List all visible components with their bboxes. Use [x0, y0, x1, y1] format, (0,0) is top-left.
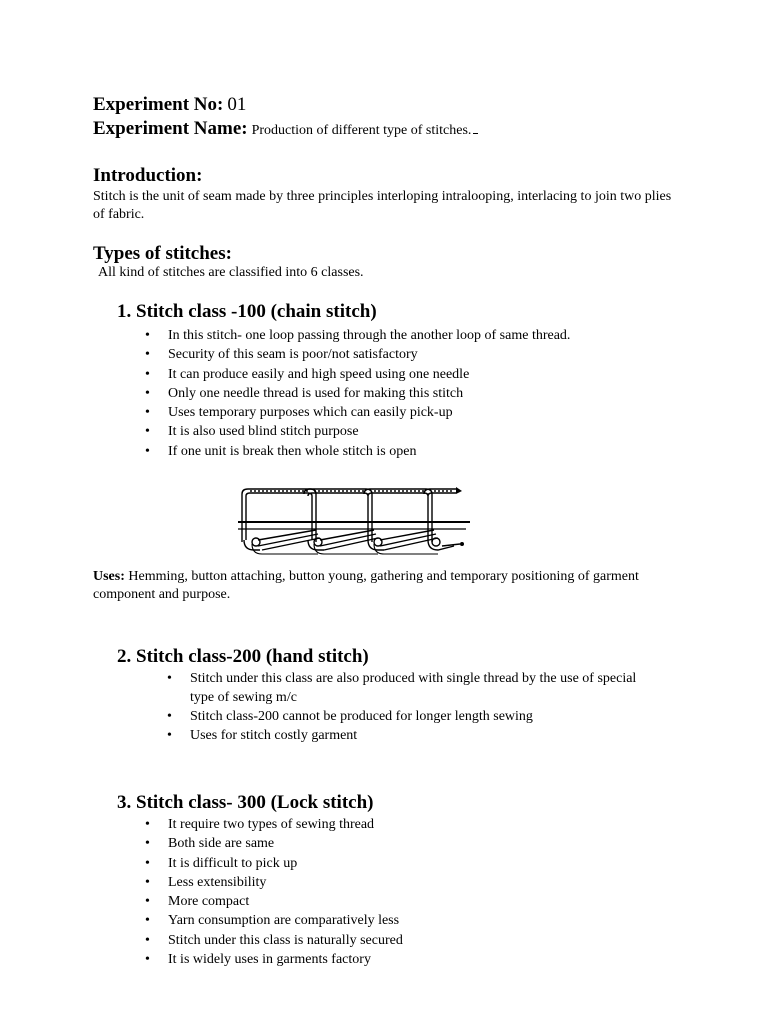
list-item: • Security of this seam is poor/not satisfactory — [145, 345, 570, 364]
list-item: • It require two types of sewing thread — [145, 815, 403, 834]
experiment-no-value: 01 — [227, 94, 247, 115]
class200-bullet-list — [167, 669, 647, 745]
class200-title: 2. Stitch class-200 (hand stitch) — [117, 646, 369, 667]
list-item: • Uses for stitch costly garment — [167, 726, 647, 745]
list-item: • Stitch class-200 cannot be produced for longer length sewing — [167, 707, 647, 726]
introduction-text: Stitch is the unit of seam made by three principles interloping intralooping, interlacing to join two plies of fabric. — [93, 189, 672, 222]
list-item: • Stitch under this class are also produced with single thread by the use of special type of sewing m/c — [167, 669, 647, 707]
types-text: All kind of stitches are classified into 6 classes. — [98, 265, 364, 280]
class300-bullet-list — [145, 815, 403, 969]
list-item: • In this stitch- one loop passing through the another loop of same thread. — [145, 326, 570, 345]
list-item: • If one unit is break then whole stitch is open — [145, 442, 570, 461]
underscore-mark — [473, 123, 478, 134]
introduction-heading: Introduction: — [93, 165, 203, 186]
list-item: • It is difficult to pick up — [145, 854, 403, 873]
class300-title: 3. Stitch class- 300 (Lock stitch) — [117, 792, 374, 813]
list-item: • It is also used blind stitch purpose — [145, 422, 570, 441]
class100-bullet-list — [145, 326, 570, 461]
list-item: • More compact — [145, 892, 403, 911]
class100-title: 1. Stitch class -100 (chain stitch) — [117, 301, 377, 322]
list-item: • Less extensibility — [145, 873, 403, 892]
types-heading: Types of stitches: — [93, 243, 232, 264]
list-item: • Yarn consumption are comparatively less — [145, 911, 403, 930]
class100-uses — [93, 568, 683, 604]
list-item: • Only one needle thread is used for making this stitch — [145, 384, 570, 403]
experiment-name-value: Production of different type of stitches. — [251, 123, 472, 138]
list-item: • Stitch under this class is naturally secured — [145, 931, 403, 950]
list-item: • Both side are same — [145, 834, 403, 853]
list-item: • It can produce easily and high speed using one needle — [145, 365, 570, 384]
uses-text: Hemming, button attaching, button young, gathering and temporary positioning of garment component and purpose. — [93, 569, 639, 602]
chain-stitch-diagram — [238, 484, 470, 558]
list-item: • It is widely uses in garments factory — [145, 950, 403, 969]
experiment-no-line — [93, 94, 246, 116]
experiment-name-line — [93, 118, 478, 140]
experiment-no-label: Experiment No: — [93, 94, 224, 115]
list-item: • Uses temporary purposes which can easily pick-up — [145, 403, 570, 422]
uses-label: Uses: — [93, 569, 125, 584]
experiment-name-label: Experiment Name: — [93, 118, 248, 139]
